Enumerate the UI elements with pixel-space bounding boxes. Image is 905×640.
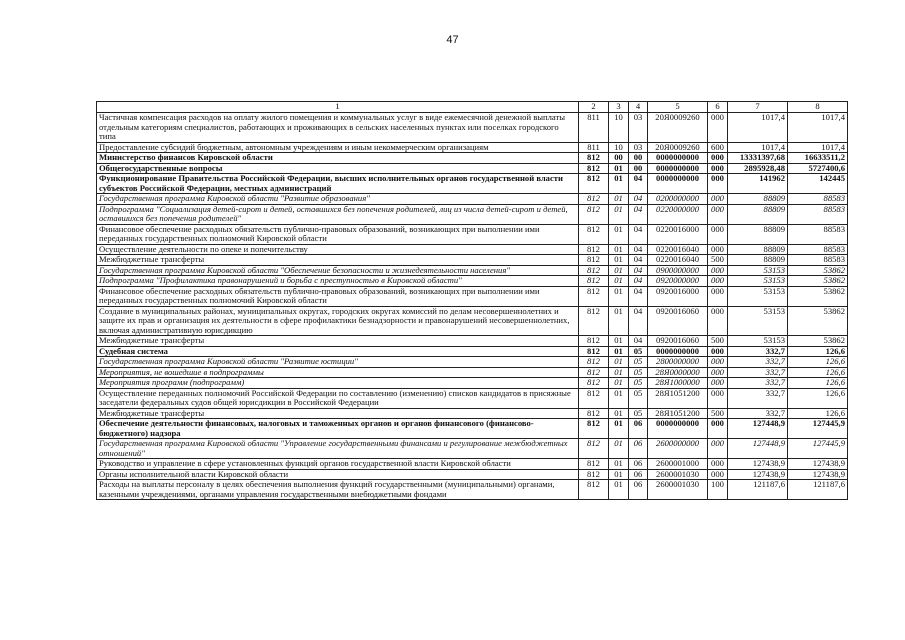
admin-code-cell: 812 bbox=[579, 346, 609, 357]
row-name-cell: Финансовое обеспечение расходных обязательств публично-правовых образований, возникающих при выполнении ими переданных государственных полномочий Кировской области bbox=[97, 224, 579, 244]
admin-code-cell: 812 bbox=[579, 244, 609, 255]
subsection-code-cell: 04 bbox=[629, 255, 648, 266]
subsection-code-cell: 05 bbox=[629, 346, 648, 357]
admin-code-cell: 811 bbox=[579, 142, 609, 153]
table-row bbox=[97, 255, 848, 266]
target-article-cell: 2600000000 bbox=[648, 439, 708, 459]
row-name-cell: Государственная программа Кировской области "Развитие юстиции" bbox=[97, 357, 579, 368]
table-row bbox=[97, 408, 848, 419]
admin-code-cell: 812 bbox=[579, 224, 609, 244]
target-article-cell: 0220016000 bbox=[648, 224, 708, 244]
expense-type-cell: 000 bbox=[708, 459, 728, 470]
amount-year1-cell: 121187,6 bbox=[728, 480, 788, 500]
amount-year1-cell: 127448,9 bbox=[728, 439, 788, 459]
subsection-code-cell: 04 bbox=[629, 224, 648, 244]
amount-year1-cell: 53153 bbox=[728, 306, 788, 336]
section-code-cell: 01 bbox=[609, 163, 629, 174]
row-name-cell: Расходы на выплаты персоналу в целях обеспечения выполнения функций государственными (муниципальными) органами, казенными учреждениями, органами управления государственными внебюджетными фондами bbox=[97, 480, 579, 500]
target-article-cell: 20Я0009260 bbox=[648, 142, 708, 153]
header-cell: 6 bbox=[708, 102, 728, 113]
row-name-cell: Государственная программа Кировской области "Развитие образования" bbox=[97, 194, 579, 205]
subsection-code-cell: 05 bbox=[629, 367, 648, 378]
row-name-cell: Осуществление деятельности по опеке и попечительству bbox=[97, 244, 579, 255]
admin-code-cell: 812 bbox=[579, 419, 609, 439]
budget-table bbox=[96, 101, 848, 500]
expense-type-cell: 000 bbox=[708, 204, 728, 224]
row-name-cell: Мероприятия программ (подпрограмм) bbox=[97, 378, 579, 389]
expense-type-cell: 000 bbox=[708, 388, 728, 408]
table-row bbox=[97, 480, 848, 500]
subsection-code-cell: 06 bbox=[629, 480, 648, 500]
admin-code-cell: 812 bbox=[579, 153, 609, 164]
target-article-cell: 20Я0009260 bbox=[648, 113, 708, 143]
subsection-code-cell: 04 bbox=[629, 244, 648, 255]
section-code-cell: 01 bbox=[609, 367, 629, 378]
section-code-cell: 01 bbox=[609, 459, 629, 470]
header-cell: 5 bbox=[648, 102, 708, 113]
amount-year1-cell: 332,7 bbox=[728, 408, 788, 419]
subsection-code-cell: 03 bbox=[629, 142, 648, 153]
target-article-cell: 28Я1051200 bbox=[648, 408, 708, 419]
amount-year2-cell: 53862 bbox=[788, 265, 848, 276]
amount-year2-cell: 1017,4 bbox=[788, 142, 848, 153]
admin-code-cell: 812 bbox=[579, 459, 609, 470]
row-name-cell: Создание в муниципальных районах, муниципальных округах, городских округах комиссий по делам несовершеннолетних и защите их прав и организация их деятельности в сфере профилактики безнадзорности и правонарушений несовершеннолетних, включая административную юрисдикцию bbox=[97, 306, 579, 336]
subsection-code-cell: 06 bbox=[629, 439, 648, 459]
table-row bbox=[97, 163, 848, 174]
expense-type-cell: 100 bbox=[708, 480, 728, 500]
table-header-row bbox=[97, 102, 848, 113]
amount-year2-cell: 127445,9 bbox=[788, 439, 848, 459]
amount-year2-cell: 88583 bbox=[788, 224, 848, 244]
row-name-cell: Межбюджетные трансферты bbox=[97, 408, 579, 419]
admin-code-cell: 812 bbox=[579, 204, 609, 224]
section-code-cell: 01 bbox=[609, 306, 629, 336]
row-name-cell: Мероприятия, не вошедшие в подпрограммы bbox=[97, 367, 579, 378]
table-row bbox=[97, 346, 848, 357]
row-name-cell: Подпрограмма "Профилактика правонарушений и борьба с преступностью в Кировской области" bbox=[97, 276, 579, 287]
admin-code-cell: 812 bbox=[579, 388, 609, 408]
row-name-cell: Обеспечение деятельности финансовых, налоговых и таможенных органов и органов финансового (финансово-бюджетного) надзора bbox=[97, 419, 579, 439]
table-row bbox=[97, 378, 848, 389]
admin-code-cell: 812 bbox=[579, 378, 609, 389]
section-code-cell: 01 bbox=[609, 388, 629, 408]
section-code-cell: 01 bbox=[609, 244, 629, 255]
amount-year2-cell: 142445 bbox=[788, 174, 848, 194]
subsection-code-cell: 05 bbox=[629, 388, 648, 408]
expense-type-cell: 000 bbox=[708, 153, 728, 164]
amount-year1-cell: 332,7 bbox=[728, 388, 788, 408]
section-code-cell: 01 bbox=[609, 419, 629, 439]
amount-year2-cell: 88583 bbox=[788, 194, 848, 205]
header-cell: 3 bbox=[609, 102, 629, 113]
amount-year1-cell: 1017,4 bbox=[728, 113, 788, 143]
expense-type-cell: 500 bbox=[708, 336, 728, 347]
amount-year1-cell: 53153 bbox=[728, 265, 788, 276]
admin-code-cell: 811 bbox=[579, 113, 609, 143]
subsection-code-cell: 03 bbox=[629, 113, 648, 143]
expense-type-cell: 000 bbox=[708, 265, 728, 276]
expense-type-cell: 000 bbox=[708, 378, 728, 389]
admin-code-cell: 812 bbox=[579, 367, 609, 378]
target-article-cell: 0000000000 bbox=[648, 419, 708, 439]
amount-year2-cell: 5727400,6 bbox=[788, 163, 848, 174]
admin-code-cell: 812 bbox=[579, 286, 609, 306]
amount-year1-cell: 88809 bbox=[728, 194, 788, 205]
section-code-cell: 01 bbox=[609, 174, 629, 194]
target-article-cell: 0920016060 bbox=[648, 336, 708, 347]
section-code-cell: 01 bbox=[609, 408, 629, 419]
target-article-cell: 28Я1051200 bbox=[648, 388, 708, 408]
target-article-cell: 0000000000 bbox=[648, 174, 708, 194]
expense-type-cell: 000 bbox=[708, 357, 728, 368]
target-article-cell: 2600001000 bbox=[648, 459, 708, 470]
section-code-cell: 01 bbox=[609, 346, 629, 357]
amount-year2-cell: 88583 bbox=[788, 204, 848, 224]
row-name-cell: Руководство и управление в сфере установленных функций органов государственной власти Кировской области bbox=[97, 459, 579, 470]
table-row bbox=[97, 194, 848, 205]
amount-year2-cell: 126,6 bbox=[788, 388, 848, 408]
subsection-code-cell: 04 bbox=[629, 286, 648, 306]
row-name-cell: Межбюджетные трансферты bbox=[97, 336, 579, 347]
section-code-cell: 01 bbox=[609, 276, 629, 287]
table-row bbox=[97, 204, 848, 224]
header-cell: 2 bbox=[579, 102, 609, 113]
subsection-code-cell: 04 bbox=[629, 265, 648, 276]
target-article-cell: 0000000000 bbox=[648, 346, 708, 357]
subsection-code-cell: 06 bbox=[629, 419, 648, 439]
amount-year1-cell: 88809 bbox=[728, 204, 788, 224]
section-code-cell: 01 bbox=[609, 255, 629, 266]
admin-code-cell: 812 bbox=[579, 480, 609, 500]
amount-year2-cell: 88583 bbox=[788, 255, 848, 266]
subsection-code-cell: 04 bbox=[629, 204, 648, 224]
expense-type-cell: 000 bbox=[708, 163, 728, 174]
table-row bbox=[97, 388, 848, 408]
page-number: 47 bbox=[446, 34, 459, 46]
admin-code-cell: 812 bbox=[579, 174, 609, 194]
admin-code-cell: 812 bbox=[579, 163, 609, 174]
target-article-cell: 28Я0000000 bbox=[648, 367, 708, 378]
subsection-code-cell: 04 bbox=[629, 174, 648, 194]
section-code-cell: 01 bbox=[609, 336, 629, 347]
admin-code-cell: 812 bbox=[579, 194, 609, 205]
table-body bbox=[97, 102, 848, 500]
table-row bbox=[97, 419, 848, 439]
expense-type-cell: 000 bbox=[708, 346, 728, 357]
amount-year2-cell: 126,6 bbox=[788, 357, 848, 368]
amount-year2-cell: 53862 bbox=[788, 306, 848, 336]
expense-type-cell: 000 bbox=[708, 174, 728, 194]
amount-year1-cell: 53153 bbox=[728, 336, 788, 347]
section-code-cell: 01 bbox=[609, 204, 629, 224]
section-code-cell: 10 bbox=[609, 113, 629, 143]
expense-type-cell: 500 bbox=[708, 408, 728, 419]
subsection-code-cell: 04 bbox=[629, 194, 648, 205]
header-cell: 7 bbox=[728, 102, 788, 113]
admin-code-cell: 812 bbox=[579, 265, 609, 276]
table-row bbox=[97, 113, 848, 143]
table-row bbox=[97, 357, 848, 368]
subsection-code-cell: 00 bbox=[629, 163, 648, 174]
expense-type-cell: 000 bbox=[708, 419, 728, 439]
amount-year2-cell: 126,6 bbox=[788, 408, 848, 419]
subsection-code-cell: 05 bbox=[629, 357, 648, 368]
table-row bbox=[97, 224, 848, 244]
amount-year2-cell: 53862 bbox=[788, 286, 848, 306]
amount-year1-cell: 332,7 bbox=[728, 346, 788, 357]
row-name-cell: Финансовое обеспечение расходных обязательств публично-правовых образований, возникающих при выполнении ими переданных государственных полномочий Кировской области bbox=[97, 286, 579, 306]
amount-year2-cell: 121187,6 bbox=[788, 480, 848, 500]
expense-type-cell: 000 bbox=[708, 224, 728, 244]
table-row bbox=[97, 174, 848, 194]
header-cell: 8 bbox=[788, 102, 848, 113]
subsection-code-cell: 05 bbox=[629, 378, 648, 389]
expense-type-cell: 000 bbox=[708, 113, 728, 143]
amount-year1-cell: 127438,9 bbox=[728, 469, 788, 480]
amount-year1-cell: 53153 bbox=[728, 286, 788, 306]
amount-year2-cell: 88583 bbox=[788, 244, 848, 255]
subsection-code-cell: 05 bbox=[629, 408, 648, 419]
table-row bbox=[97, 276, 848, 287]
target-article-cell: 0220016040 bbox=[648, 244, 708, 255]
section-code-cell: 01 bbox=[609, 194, 629, 205]
target-article-cell: 0000000000 bbox=[648, 163, 708, 174]
amount-year2-cell: 127445,9 bbox=[788, 419, 848, 439]
subsection-code-cell: 04 bbox=[629, 276, 648, 287]
expense-type-cell: 600 bbox=[708, 142, 728, 153]
header-cell: 1 bbox=[97, 102, 579, 113]
expense-type-cell: 000 bbox=[708, 306, 728, 336]
expense-type-cell: 000 bbox=[708, 244, 728, 255]
target-article-cell: 2800000000 bbox=[648, 357, 708, 368]
target-article-cell: 0920000000 bbox=[648, 276, 708, 287]
target-article-cell: 0200000000 bbox=[648, 194, 708, 205]
expense-type-cell: 000 bbox=[708, 439, 728, 459]
amount-year1-cell: 13331397,68 bbox=[728, 153, 788, 164]
amount-year1-cell: 332,7 bbox=[728, 357, 788, 368]
expense-type-cell: 000 bbox=[708, 276, 728, 287]
table-row bbox=[97, 142, 848, 153]
subsection-code-cell: 04 bbox=[629, 306, 648, 336]
expense-type-cell: 000 bbox=[708, 469, 728, 480]
amount-year2-cell: 1017,4 bbox=[788, 113, 848, 143]
target-article-cell: 0000000000 bbox=[648, 153, 708, 164]
section-code-cell: 01 bbox=[609, 439, 629, 459]
section-code-cell: 01 bbox=[609, 480, 629, 500]
target-article-cell: 28Я1000000 bbox=[648, 378, 708, 389]
admin-code-cell: 812 bbox=[579, 439, 609, 459]
amount-year1-cell: 88809 bbox=[728, 244, 788, 255]
amount-year2-cell: 53862 bbox=[788, 336, 848, 347]
expense-type-cell: 500 bbox=[708, 255, 728, 266]
row-name-cell: Министерство финансов Кировской области bbox=[97, 153, 579, 164]
amount-year2-cell: 126,6 bbox=[788, 367, 848, 378]
amount-year2-cell: 53862 bbox=[788, 276, 848, 287]
row-name-cell: Осуществление переданных полномочий Российской Федерации по составлению (изменению) списков кандидатов в присяжные заседатели федеральных судов общей юрисдикции в Российской Федерации bbox=[97, 388, 579, 408]
row-name-cell: Подпрограмма "Социализация детей-сирот и детей, оставшихся без попечения родителей, лиц из числа детей-сирот и детей, оставшихся без попечения родителей" bbox=[97, 204, 579, 224]
amount-year2-cell: 127438,9 bbox=[788, 459, 848, 470]
expense-type-cell: 000 bbox=[708, 194, 728, 205]
section-code-cell: 01 bbox=[609, 224, 629, 244]
admin-code-cell: 812 bbox=[579, 306, 609, 336]
target-article-cell: 2600001030 bbox=[648, 469, 708, 480]
section-code-cell: 01 bbox=[609, 469, 629, 480]
subsection-code-cell: 04 bbox=[629, 336, 648, 347]
row-name-cell: Общегосударственные вопросы bbox=[97, 163, 579, 174]
section-code-cell: 01 bbox=[609, 378, 629, 389]
row-name-cell: Функционирование Правительства Российской Федерации, высших исполнительных органов государственной власти субъектов Российской Федерации, местных администраций bbox=[97, 174, 579, 194]
expense-type-cell: 000 bbox=[708, 367, 728, 378]
table-row bbox=[97, 469, 848, 480]
admin-code-cell: 812 bbox=[579, 408, 609, 419]
table-row bbox=[97, 459, 848, 470]
table-row bbox=[97, 336, 848, 347]
row-name-cell: Межбюджетные трансферты bbox=[97, 255, 579, 266]
header-cell: 4 bbox=[629, 102, 648, 113]
amount-year1-cell: 127448,9 bbox=[728, 419, 788, 439]
amount-year1-cell: 88809 bbox=[728, 255, 788, 266]
table-row bbox=[97, 265, 848, 276]
table-row bbox=[97, 153, 848, 164]
amount-year2-cell: 126,6 bbox=[788, 346, 848, 357]
row-name-cell: Органы исполнительной власти Кировской области bbox=[97, 469, 579, 480]
admin-code-cell: 812 bbox=[579, 357, 609, 368]
amount-year1-cell: 1017,4 bbox=[728, 142, 788, 153]
subsection-code-cell: 00 bbox=[629, 153, 648, 164]
target-article-cell: 0920016060 bbox=[648, 306, 708, 336]
table-row bbox=[97, 244, 848, 255]
table-row bbox=[97, 439, 848, 459]
row-name-cell: Государственная программа Кировской области "Управление государственными финансами и регулирование межбюджетных отношений" bbox=[97, 439, 579, 459]
amount-year2-cell: 127438,9 bbox=[788, 469, 848, 480]
target-article-cell: 0900000000 bbox=[648, 265, 708, 276]
section-code-cell: 10 bbox=[609, 142, 629, 153]
target-article-cell: 2600001030 bbox=[648, 480, 708, 500]
amount-year1-cell: 332,7 bbox=[728, 378, 788, 389]
row-name-cell: Предоставление субсидий бюджетным, автономным учреждениям и иным некоммерческим организациям bbox=[97, 142, 579, 153]
amount-year1-cell: 141962 bbox=[728, 174, 788, 194]
amount-year1-cell: 88809 bbox=[728, 224, 788, 244]
target-article-cell: 0920016000 bbox=[648, 286, 708, 306]
section-code-cell: 00 bbox=[609, 153, 629, 164]
subsection-code-cell: 06 bbox=[629, 459, 648, 470]
amount-year1-cell: 127438,9 bbox=[728, 459, 788, 470]
target-article-cell: 0220016040 bbox=[648, 255, 708, 266]
target-article-cell: 0220000000 bbox=[648, 204, 708, 224]
row-name-cell: Судебная система bbox=[97, 346, 579, 357]
amount-year1-cell: 53153 bbox=[728, 276, 788, 287]
admin-code-cell: 812 bbox=[579, 336, 609, 347]
section-code-cell: 01 bbox=[609, 265, 629, 276]
admin-code-cell: 812 bbox=[579, 276, 609, 287]
amount-year2-cell: 126,6 bbox=[788, 378, 848, 389]
amount-year2-cell: 16633511,2 bbox=[788, 153, 848, 164]
subsection-code-cell: 06 bbox=[629, 469, 648, 480]
amount-year1-cell: 2895928,48 bbox=[728, 163, 788, 174]
row-name-cell: Частичная компенсация расходов на оплату жилого помещения и коммунальных услуг в виде ежемесячной денежной выплаты отдельным категориям специалистов, работающих и проживающих в сельских населенных пунктах или поселках городского типа bbox=[97, 113, 579, 143]
admin-code-cell: 812 bbox=[579, 255, 609, 266]
table-row bbox=[97, 367, 848, 378]
admin-code-cell: 812 bbox=[579, 469, 609, 480]
section-code-cell: 01 bbox=[609, 357, 629, 368]
row-name-cell: Государственная программа Кировской области "Обеспечение безопасности и жизнедеятельности населения" bbox=[97, 265, 579, 276]
section-code-cell: 01 bbox=[609, 286, 629, 306]
table-row bbox=[97, 306, 848, 336]
expense-type-cell: 000 bbox=[708, 286, 728, 306]
table-row bbox=[97, 286, 848, 306]
amount-year1-cell: 332,7 bbox=[728, 367, 788, 378]
